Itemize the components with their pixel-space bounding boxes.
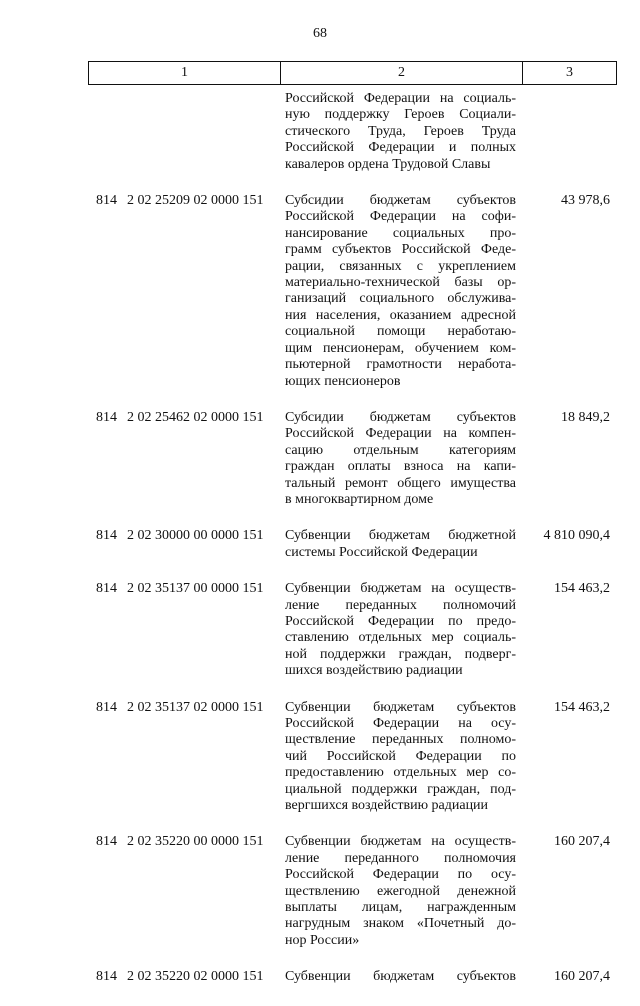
classification-code: 2 02 25462 02 0000 151: [127, 409, 264, 425]
description-line: Субвенции бюджетам на осуществ-: [285, 834, 516, 850]
amount-cell: 4 810 090,4: [543, 528, 610, 544]
description-line: вергшихся воздействию радиации: [285, 798, 489, 814]
description-line: нансирование социальных про-: [285, 225, 516, 241]
description-cell: [280, 834, 522, 949]
description-cell: [280, 969, 522, 985]
description-line: Субсидии бюджетам субъектов: [285, 193, 516, 209]
table-row: [88, 834, 616, 949]
admin-code: 814: [96, 581, 117, 597]
description-line: тальный ремонт общего имущества: [285, 475, 516, 491]
description-line: ганизаций социального обслужива-: [285, 291, 516, 307]
budget-code-cell: [88, 700, 280, 815]
description-cell: [280, 410, 522, 508]
description-line: ществлению ежегодной денежной: [285, 883, 516, 899]
description-line: чий Российской Федерации по: [285, 748, 516, 764]
description-line: пьютерной грамотности неработа-: [285, 357, 516, 373]
budget-code-cell: [88, 969, 280, 985]
description-line: ставлению отдельных мер социаль-: [285, 630, 516, 646]
description-line: ление переданных полномочий: [285, 597, 516, 613]
description-line: ную поддержку Героев Социали-: [285, 107, 516, 123]
amount-cell: 154 463,2: [554, 699, 610, 715]
budget-code-cell: [88, 193, 280, 390]
admin-code: 814: [96, 193, 117, 209]
description-line: стического Труда, Героев Труда: [285, 123, 516, 139]
description-line: в многоквартирном доме: [285, 491, 434, 507]
description-line: Российской Федерации на софи-: [285, 209, 516, 225]
description-line: Российской Федерации и полных: [285, 140, 516, 156]
description-line: ление переданного полномочия: [285, 850, 516, 866]
admin-code: 814: [96, 969, 117, 985]
description-line: Субвенции бюджетам на осуществ-: [285, 581, 516, 597]
description-cell: [280, 581, 522, 679]
description-line: Российской Федерации на компен-: [285, 426, 516, 442]
description-line: Субвенции бюджетам субъектов: [285, 699, 516, 715]
amount-cell: 43 978,6: [561, 193, 610, 209]
table-row: [88, 700, 616, 815]
table-row: [88, 410, 616, 508]
budget-code-cell: [88, 410, 280, 508]
classification-code: 2 02 35220 02 0000 151: [127, 969, 264, 985]
amount-cell: 160 207,4: [554, 834, 610, 850]
table-row: [88, 969, 616, 985]
table-row: [88, 91, 616, 173]
description-line: ющих пенсионеров: [285, 373, 401, 389]
description-line: сацию отдельным категориям: [285, 442, 516, 458]
table-row: [88, 528, 616, 561]
description-line: нагрудным знаком «Почетный до-: [285, 916, 516, 932]
admin-code: 814: [96, 528, 117, 544]
amount-cell: [522, 91, 616, 173]
table-row: [88, 193, 616, 390]
classification-code: 2 02 30000 00 0000 151: [127, 528, 264, 544]
description-line: материально-технической базы ор-: [285, 275, 516, 291]
description-line: рации, связанных с укреплением: [285, 258, 516, 274]
description-line: ния населения, оказанием адресной: [285, 307, 516, 323]
description-line: циальной поддержки граждан, под-: [285, 781, 516, 797]
description-cell: [280, 193, 522, 390]
amount-cell: 154 463,2: [554, 581, 610, 597]
description-line: системы Российской Федерации: [285, 544, 478, 560]
description-line: граждан оплаты взноса на капи-: [285, 459, 516, 475]
description-line: кавалеров ордена Трудовой Славы: [285, 156, 491, 172]
description-line: Российской Федерации на социаль-: [285, 91, 516, 106]
amount-cell: 18 849,2: [561, 409, 610, 425]
description-line: Российской Федерации по осу-: [285, 867, 516, 883]
description-line: Субсидии бюджетам субъектов: [285, 409, 516, 425]
classification-code: 2 02 35137 02 0000 151: [127, 699, 264, 715]
admin-code: 814: [96, 834, 117, 850]
description-line: щим пенсионерам, обучением ком-: [285, 340, 516, 356]
description-cell: [280, 91, 522, 173]
description-line: шихся воздействию радиации: [285, 663, 463, 679]
admin-code: 814: [96, 699, 117, 715]
description-line: Субвенции бюджетам субъектов: [285, 969, 516, 985]
classification-code: 2 02 25209 02 0000 151: [127, 193, 264, 209]
table-body: [88, 91, 616, 1006]
description-line: Российской Федерации на осу-: [285, 716, 516, 731]
admin-code: 814: [96, 409, 117, 425]
description-line: ной поддержки граждан, подверг-: [285, 646, 516, 662]
classification-code: 2 02 35137 00 0000 151: [127, 581, 264, 597]
description-line: выплаты лицам, награжденным: [285, 900, 516, 916]
description-line: предоставлению отдельных мер со-: [285, 765, 516, 781]
amount-cell: 160 207,4: [554, 969, 610, 985]
description-line: Субвенции бюджетам бюджетной: [285, 528, 516, 544]
table-header: [88, 61, 617, 85]
budget-code-cell: [88, 528, 280, 561]
description-line: нор России»: [285, 932, 360, 948]
budget-code-cell: [88, 91, 280, 173]
description-line: грамм субъектов Российской Феде-: [285, 242, 516, 258]
description-line: Российской Федерации по предо-: [285, 613, 516, 629]
description-line: ществление переданных полномо-: [285, 732, 516, 748]
description-cell: [280, 700, 522, 815]
classification-code: 2 02 35220 00 0000 151: [127, 834, 264, 850]
header-col-1: 1: [89, 62, 281, 85]
budget-code-cell: [88, 581, 280, 679]
description-line: социальной помощи неработаю-: [285, 324, 516, 340]
page-number: 68: [313, 26, 327, 41]
budget-code-cell: [88, 834, 280, 949]
header-col-2: 2: [281, 62, 523, 85]
description-cell: [280, 528, 522, 561]
header-col-3: 3: [523, 62, 617, 85]
table-row: [88, 581, 616, 679]
